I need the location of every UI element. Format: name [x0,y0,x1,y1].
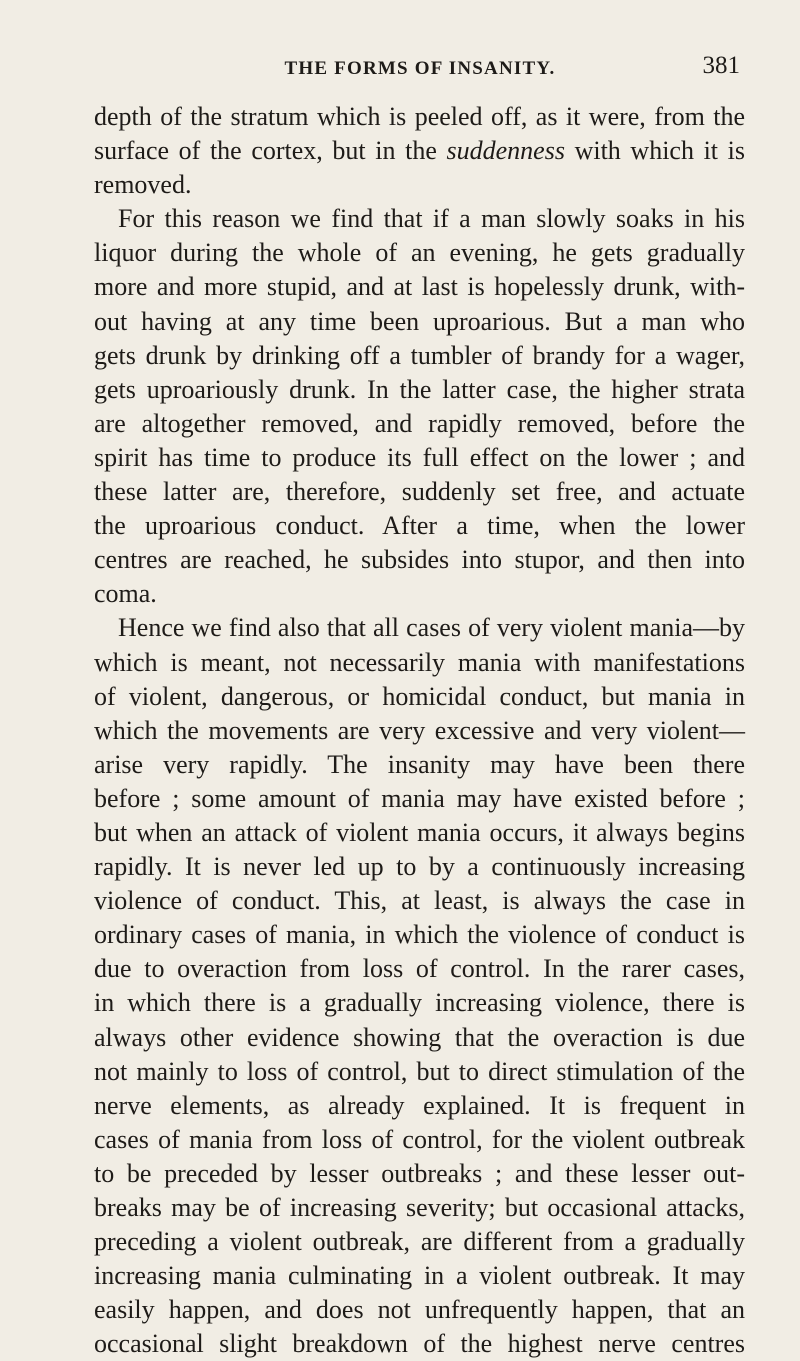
paragraph-first-line: Hence we find also that all cases of very violent mania—by [118,613,745,643]
text-line: more and more stupid, and at last is hopelessly drunk, with- [94,272,745,302]
text-line: centres are reached, he subsides into stupor, and then into [94,545,745,575]
text-line: which is meant, not necessarily mania with manifestations [94,647,745,677]
emphasized-word: suddenness [446,136,565,166]
text-line: arise very rapidly. The insanity may have been there [94,749,745,779]
text-line: gets uproariously drunk. In the latter case, the higher strata [94,374,745,404]
text-line: preceding a violent outbreak, are different from a gradually [94,1227,745,1257]
paragraph-first-line: For this reason we find that if a man slowly soaks in his [118,204,745,234]
text-line: which the movements are very excessive and very violent— [94,715,745,745]
text-line: violence of conduct. This, at least, is always the case in [94,886,745,916]
text-line: gets drunk by drinking off a tumbler of brandy for a wager, [94,340,745,370]
text-line: due to overaction from loss of control. In the rarer cases, [94,954,745,984]
text-line: but when an attack of violent mania occurs, it always begins [94,817,745,847]
text-line: in which there is a gradually increasing violence, there is [94,988,745,1018]
text-line: depth of the stratum which is peeled off, as it were, from the [94,102,745,131]
text-line: liquor during the whole of an evening, he gets gradually [94,238,745,268]
text-line: easily happen, and does not unfrequently happen, that an [94,1295,745,1325]
text-line: spirit has time to produce its full effect on the lower ; and [94,442,745,472]
text-line: occasional slight breakdown of the highest nerve centres [94,1329,745,1359]
body-text [94,100,745,1361]
text-line: are altogether removed, and rapidly removed, before the [94,408,745,438]
text-line: always other evidence showing that the overaction is due [94,1022,745,1052]
text-line: nerve elements, as already explained. It is frequent in [94,1090,745,1120]
text-line: removed. [94,170,192,200]
page-number: 381 [702,52,740,79]
text-line: increasing mania culminating in a violent outbreak. It may [94,1261,745,1291]
text-line: these latter are, therefore, suddenly set free, and actuate [94,477,745,507]
text-line: breaks may be of increasing severity; but occasional attacks, [94,1193,745,1222]
text-line: before ; some amount of mania may have existed before ; [94,783,745,813]
text-line: rapidly. It is never led up to by a continuously increasing [94,852,745,882]
running-title: THE FORMS OF INSANITY. [284,58,556,79]
text-line: to be preceded by lesser outbreaks ; and these lesser out- [94,1158,745,1188]
text-line: cases of mania from loss of control, for the violent outbreak [94,1124,745,1154]
text-line: coma. [94,579,157,609]
text-line: not mainly to loss of control, but to direct stimulation of the [94,1056,745,1086]
text-line: out having at any time been uproarious. But a man who [94,306,745,336]
text-line: surface of the cortex, but in the suddenness with which it is [94,136,745,166]
text-line: of violent, dangerous, or homicidal conduct, but mania in [94,681,745,711]
text-line: the uproarious conduct. After a time, when the lower [94,511,745,541]
running-head [96,52,744,88]
text-line: ordinary cases of mania, in which the violence of conduct is [94,920,745,950]
